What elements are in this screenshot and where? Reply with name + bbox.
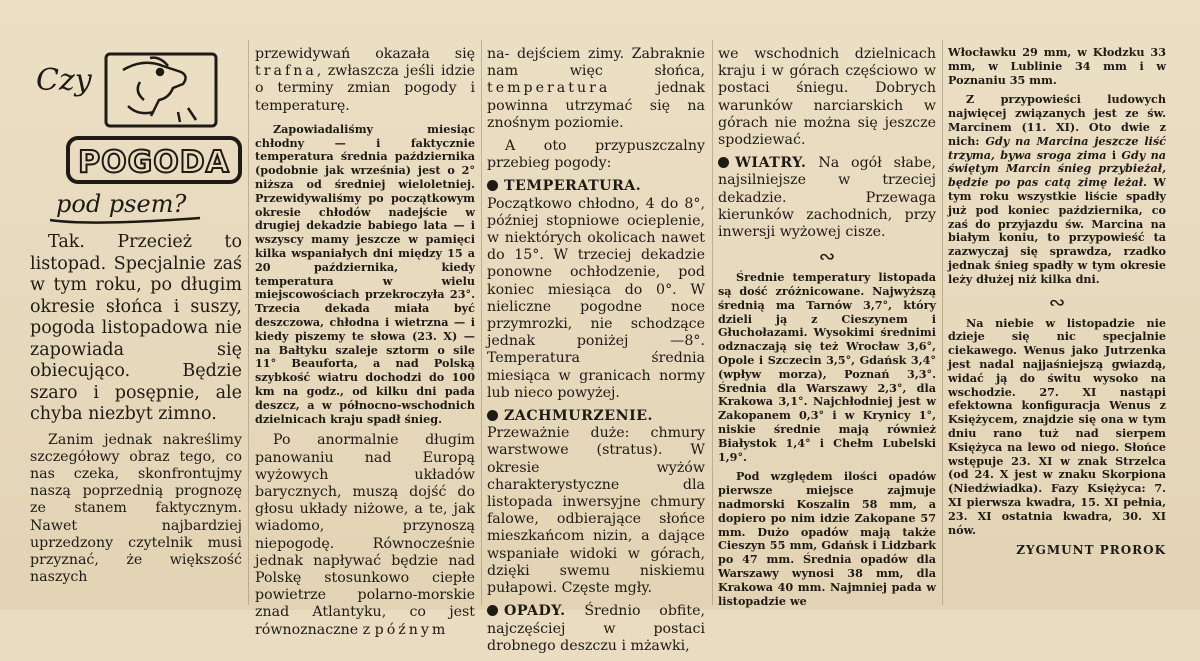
paragraph: przewidywań okazała się trafna, zwłaszcza jeśli idzie o terminy zmian pogody i temperaturę. [255, 46, 475, 114]
bullet-icon [487, 180, 498, 191]
logo-underline [50, 218, 200, 223]
forecast-winds: WIATRY. Na ogół słabe, najsilniejsze w trzeciej dekadzie. Przewaga kierunków zachodnich, przy inwersji wyżowej cisze. [718, 155, 936, 241]
logo-pod-psem-text: pod psem? [56, 190, 187, 218]
paragraph-small-print: Z przypowieści ludowych najwięcej związanych jest ze św. Marcinem (11. XI). Oto dwie z nich: Gdy na Marcina jeszcze liść trzyma, bywa sroga zima i Gdy na świętym Marcin śnieg przybieżał, będzie po pas catą zimę leżał. W tym roku wszystkie liście spadły już pod koniec października, co zaś do przyjazdu św. Marcina na białym koniu, to przypowieść ta zazwyczaj się sprawdza, rzadko jednak śnieg spadły w tym okresie leży dłużej niż kilka dni. [948, 92, 1166, 286]
forecast-precipitation: OPADY. Średnio obfite, najczęściej w postaci drobnego deszczu i mżawki, [487, 603, 705, 654]
column-3 [487, 46, 705, 661]
bullet-icon [718, 157, 729, 168]
column-rule [481, 40, 482, 605]
paragraph: Zanim jednak nakreślimy szczegółowy obraz tego, co nas czeka, skonfrontujmy naszą poprzednią prognozę ze stanem faktycznym. Nawet najbardziej uprzedzony czytelnik musi przyznać, że większość naszych [30, 431, 242, 586]
pogoda-logo-illustration [28, 46, 243, 226]
author-signature: ZYGMUNT PROROK [1016, 543, 1166, 558]
column-2 [255, 46, 475, 645]
section-divider: ∾ [1048, 289, 1066, 314]
section-divider: ∾ [818, 244, 836, 269]
column-rule [712, 40, 713, 605]
paragraph-small-print: Pod względem ilości opadów pierwsze miejsce zajmuje nadmorski Koszalin 58 mm, a dopiero po nim idzie Zakopane 57 mm. Dużo opadów mają także Cieszyn 55 mm, Gdańsk i Lidzbark po 47 mm. Średnia opadów dla Warszawy wynosi 38 mm, dla Krakowa 40 mm. Najmniej pada w listopadzie we [718, 469, 936, 608]
column-rule [248, 40, 249, 605]
column-1 [30, 232, 242, 592]
paragraph: A oto przypuszczalny przebieg pogody: [487, 138, 705, 172]
column-5 [948, 46, 1166, 565]
paragraph-small-print: Zapowiadaliśmy miesiąc chłodny — i faktycznie temperatura średnia października (podobnie jak września) jest o 2° niższa od średniej wieloletniej. Przewidywaliśmy po początkowym okresie chłodów nadejście w drugiej dekadzie babiego lata — i wszyscy mamy jeszcze w pamięci kilka wspaniałych dni między 15 a 20 października, kiedy temperatura w wielu miejscowościach przekroczyła 23°. Trzecia dekada miała być deszczowa, chłodna i wietrzna — i kiedy piszemy te słowa (23. X) — na Bałtyku szaleje sztorm o sile 11° Beauforta, a nad Polską szybkość wiatru dochodzi do 100 km na godz., od kilku dni pada deszcz, a w północno-wschodnich dzielnicach kraju spadł śnieg. [255, 121, 475, 426]
bullet-icon [487, 605, 498, 616]
column-rule [942, 40, 943, 605]
logo-pogoda-text: POGODA [78, 145, 230, 180]
logo-czy-text: Czy [36, 63, 92, 98]
paragraph: Po anormalnie długim panowaniu nad Europą wyżowych układów barycznych, muszą dojść do głosu układy niżowe, a te, jak wiadomo, przynoszą niepogodę. Równocześnie jednak napływać będzie nad Polskę stosunkowo ciepłe powietrze polarno-morskie znad Atlantyku, co jest równoznaczne z późnym [255, 432, 475, 638]
paragraph-small-print: Włocławku 29 mm, w Kłodzku 33 mm, w Lublinie 34 mm i w Poznaniu 35 mm. [948, 45, 1166, 87]
lead-paragraph: Tak. Przecież to listopad. Specjalnie zaś w tym roku, po długim okresie słońca i suszy, pogoda listopadowa nie zapowiada się obiecująco. Będzie szaro i posępnie, ale chyba niezbyt zimno. [30, 232, 242, 424]
forecast-clouds: ZACHMURZENIE. Przeważnie duże: chmury warstwowe (stratus). W okresie wyżów charakterystyczne dla listopada inwersyjne chmury falowe, odbierające słońce mieszkańcom nizin, a dające wspaniałe widoki w górach, dzięki swemu niskiemu pułapowi. Częste mgły. [487, 408, 705, 597]
paragraph-small-print: Na niebie w listopadzie nie dzieje się nic specjalnie ciekawego. Wenus jako Jutrzenka jest nadal najjaśniejszą gwiazdą, widać ją do świtu wysoko na wschodzie. 27. XI nastąpi efektowna konfiguracja Wenus z Księżycem, znajdzie się ona w tym dniu rano tuż nad sierpem Księżyca na lewo od niego. Słońce wstępuje 23. XI w znak Strzelca (od 24. X jest w znaku Skorpiona (Niedźwiadka). Fazy Księżyca: 7. XI pierwsza kwadra, 15. XI pełnia, 23. XI ostatnia kwadra, 30. XI nów. [948, 315, 1166, 537]
column-4 [718, 46, 936, 614]
forecast-temperature: TEMPERATURA. Początkowo chłodno, 4 do 8°, później stopniowe ocieplenie, w niektórych okolicach nawet do 15°. W trzeciej dekadzie ponowne ochłodzenie, pod koniec miesiąca do 0°. W nieliczne pogodne noce przymrozki, nie schodzące jednak poniżej —8°. Temperatura średnia miesiąca w granicach normy lub nieco powyżej. [487, 178, 705, 401]
paragraph: na- dejściem zimy. Zabraknie nam więc słońca, temperatura jednak powinna utrzymać się na znośnym poziomie. [487, 46, 705, 131]
paragraph: we wschodnich dzielnicach kraju i w górach częściowo w postaci śniegu. Dobrych warunków narciarskich w górach nie można się jeszcze spodziewać. [718, 46, 936, 149]
paragraph-small-print: Średnie temperatury listopada są dość zróżnicowane. Najwyższą średnią ma Tarnów 3,7°, który dzieli ją z Cieszynem i Głuchołazami. Wysokimi średnimi odznaczają się też Wrocław 3,6°, Opole i Szczecin 3,5°, Gdańsk 3,4° (wpływ morza), Poznań 3,3°. Średnia dla Warszawy 2,3°, dla Krakowa 3,1°. Najchłodniej jest w Zakopanem 0,3° i w Krynicy 1°, niskie średnie mają również Białystok 1,4° i Chełm Lubelski 1,9°. [718, 270, 936, 464]
dog-icon [123, 58, 196, 122]
bullet-icon [487, 410, 498, 421]
